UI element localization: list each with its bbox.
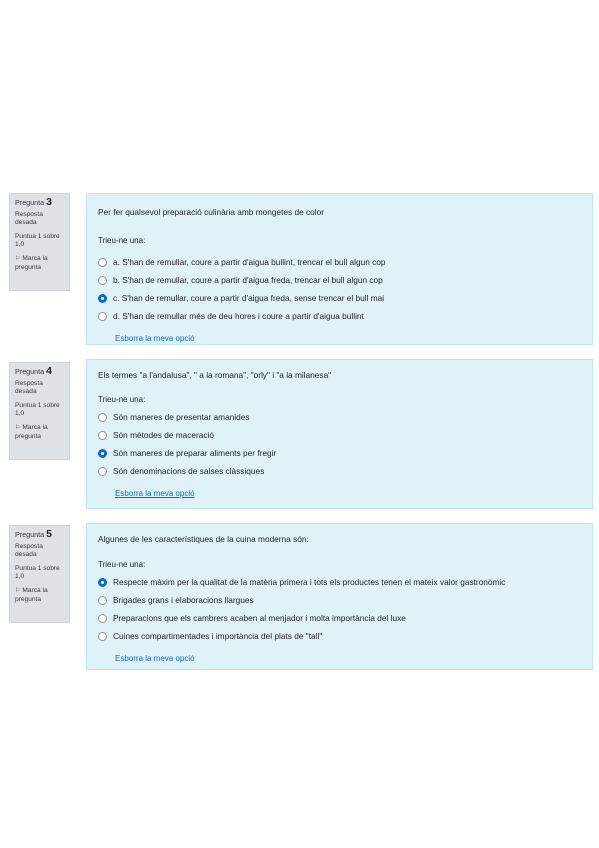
- option-label: b. S'han de remullar, coure a partir d'aigua freda, trencar el bull algun cop: [113, 275, 383, 285]
- option-label: c. S'han de remullar, coure a partir d'aigua freda, sense trencar el bull mai: [113, 293, 385, 303]
- question-grade: Puntua 1 sobre 1,0: [15, 401, 60, 418]
- clear-choice-link[interactable]: Esborra la meva opció: [115, 654, 195, 663]
- answer-option[interactable]: [98, 426, 581, 444]
- answer-option[interactable]: [98, 591, 581, 609]
- radio-button[interactable]: [98, 632, 107, 641]
- question-info: [9, 525, 70, 623]
- question-grade: Puntua 1 sobre 1,0: [15, 564, 60, 581]
- answer-option[interactable]: [98, 253, 581, 271]
- answer-option[interactable]: [98, 609, 581, 627]
- radio-button[interactable]: [98, 258, 107, 267]
- clear-choice-link[interactable]: Esborra la meva opció: [115, 334, 195, 343]
- answer-option[interactable]: [98, 462, 581, 480]
- option-label: a. S'han de remullar, coure a partir d'aigua bullint, trencar el bull algun cop: [113, 257, 386, 267]
- question-content: [86, 523, 593, 670]
- clear-choice-link[interactable]: Esborra la meva opció: [115, 489, 195, 498]
- option-label: Són maneres de presentar amanides: [113, 412, 250, 422]
- radio-button[interactable]: [98, 276, 107, 285]
- option-label: Són mètodes de maceració: [113, 430, 215, 440]
- flag-question-link[interactable]: ⚐ Marca la pregunta: [15, 423, 48, 440]
- flag-icon: ⚐: [15, 587, 21, 594]
- option-label: d. S'han de remullar més de deu hores i coure a partir d'aigua bullint: [113, 311, 364, 321]
- question-content: [86, 359, 593, 509]
- answer-option[interactable]: [98, 307, 581, 325]
- answer-option[interactable]: [98, 289, 581, 307]
- question-number: Pregunta 4: [15, 365, 53, 377]
- question-state: Resposta desada: [15, 210, 43, 227]
- answer-option[interactable]: [98, 444, 581, 462]
- question-info: [9, 362, 70, 460]
- answer-option[interactable]: [98, 408, 581, 426]
- question-state: Resposta desada: [15, 542, 43, 559]
- option-label: Preparacions que els cambrers acaben al menjador i molta importància del luxe: [113, 613, 406, 623]
- radio-button[interactable]: [98, 614, 107, 623]
- radio-button[interactable]: [98, 467, 107, 476]
- radio-button[interactable]: [98, 449, 107, 458]
- question-content: [86, 193, 593, 345]
- question-grade: Puntua 1 sobre 1,0: [15, 232, 60, 249]
- option-label: Són maneres de preparar aliments per fregir: [113, 448, 277, 458]
- question-state: Resposta desada: [15, 379, 43, 396]
- question-number: Pregunta 5: [15, 528, 53, 540]
- flag-question-link[interactable]: ⚐ Marca la pregunta: [15, 254, 48, 271]
- question-text: Els termes "a l'andalusa", " a la romana", "orly" i "a la milanesa": [98, 370, 332, 380]
- question-text: Algunes de les característiques de la cuina moderna són:: [98, 534, 309, 544]
- radio-button[interactable]: [98, 294, 107, 303]
- flag-question-link[interactable]: ⚐ Marca la pregunta: [15, 586, 48, 603]
- flag-icon: ⚐: [15, 424, 21, 431]
- option-label: Brigades grans i elaboracions llargues: [113, 595, 254, 605]
- answer-option[interactable]: [98, 573, 581, 591]
- answer-option[interactable]: [98, 627, 581, 645]
- question-info: [9, 193, 70, 291]
- option-label: Cuines compartimentades i importància del plats de "tall": [113, 631, 323, 641]
- answer-prompt: Trieu-ne una:: [98, 395, 146, 404]
- radio-button[interactable]: [98, 413, 107, 422]
- flag-icon: ⚐: [15, 255, 21, 262]
- answer-option[interactable]: [98, 271, 581, 289]
- radio-button[interactable]: [98, 312, 107, 321]
- answer-prompt: Trieu-ne una:: [98, 236, 146, 245]
- radio-button[interactable]: [98, 578, 107, 587]
- option-label: Respecte màxim per la qualitat de la matèria primera i tots els productes tenen el mateix valor gastronòmic: [113, 577, 506, 587]
- radio-button[interactable]: [98, 431, 107, 440]
- answer-prompt: Trieu-ne una:: [98, 560, 146, 569]
- question-text: Per fer qualsevol preparació culinària amb mongetes de color: [98, 207, 324, 217]
- radio-button[interactable]: [98, 596, 107, 605]
- question-number: Pregunta 3: [15, 196, 53, 208]
- option-label: Són denominacions de salses clàssiques: [113, 466, 265, 476]
